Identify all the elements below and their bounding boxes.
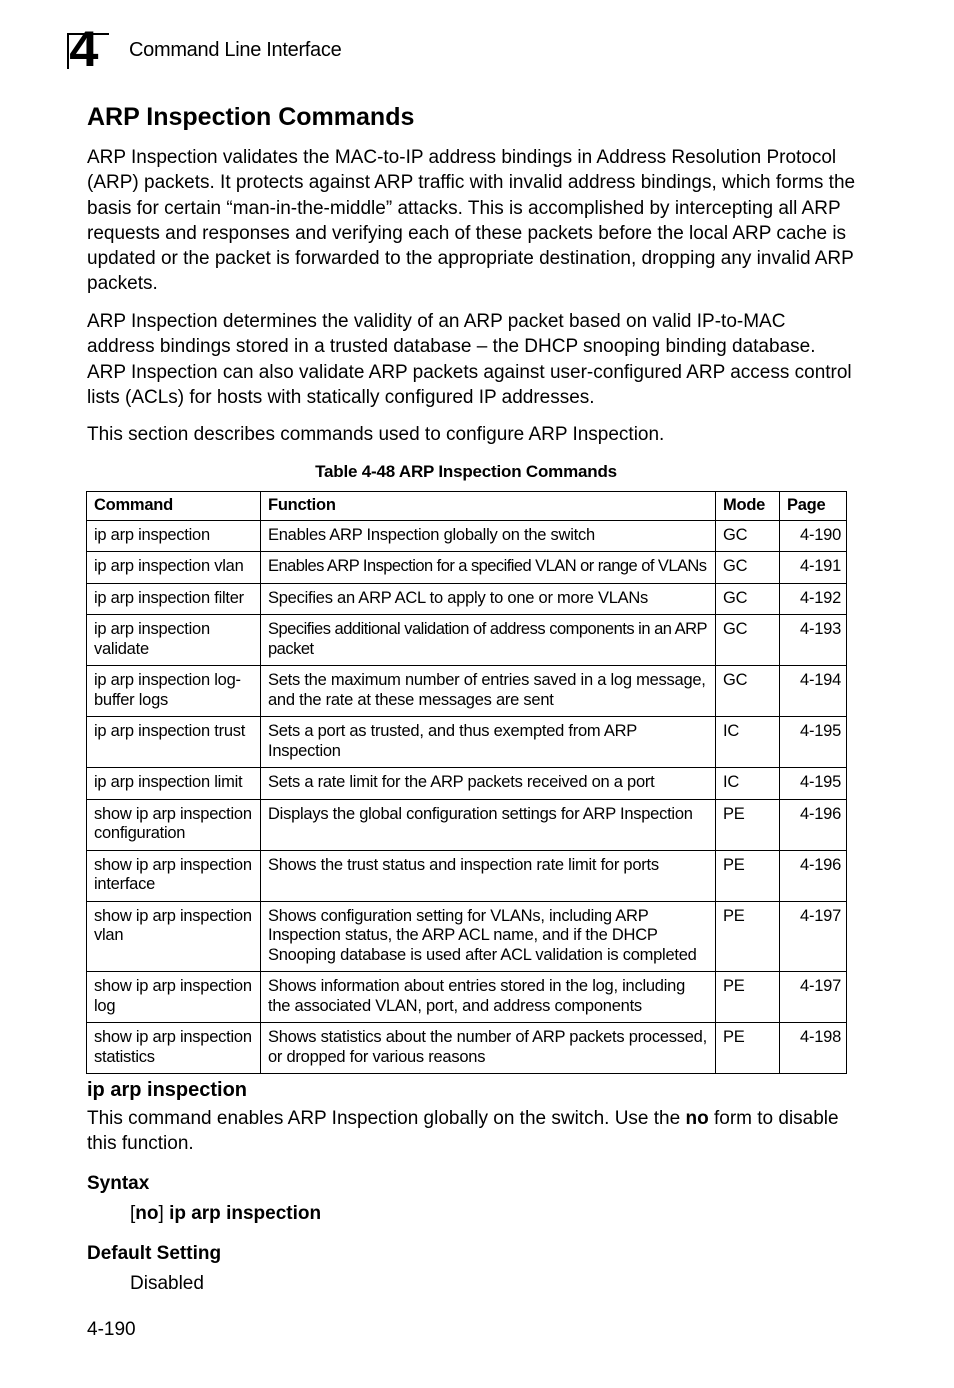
cell-page: 4-192 [780,583,847,615]
header-page: Page [780,492,847,521]
table-row [87,583,847,615]
default-setting-heading: Default Setting [87,1243,222,1264]
cell-page: 4-198 [780,1023,847,1074]
page-number: 4-190 [87,1319,136,1340]
table-row [87,768,847,800]
cell-function: Displays the global configuration settings for ARP Inspection [261,799,716,850]
table-row [87,520,847,552]
table-row [87,799,847,850]
cell-page: 4-197 [780,972,847,1023]
cell-function: Shows information about entries stored in the log, including the associated VLAN, port, and address components [261,972,716,1023]
table-row [87,717,847,768]
syntax-no-keyword: no [135,1203,159,1224]
table-row [87,1023,847,1074]
default-setting-value: Disabled [130,1273,204,1294]
cell-page: 4-190 [780,520,847,552]
cell-mode: PE [716,972,780,1023]
cell-function: Shows the trust status and inspection rate limit for ports [261,850,716,901]
intro-paragraph-2: ARP Inspection determines the validity of an ARP packet based on valid IP-to-MAC address bindings stored in a trusted database – the DHCP snooping binding database. ARP Inspection can also validate ARP packets against user-configured ARP access control lists (ACLs) for hosts with statically configured IP addresses. [87,311,852,408]
command-description [87,1106,857,1157]
cell-command: ip arp inspection log-buffer logs [87,666,261,717]
cell-function: Sets a rate limit for the ARP packets received on a port [261,768,716,800]
command-description-text-2: form to disable this function. [87,1108,839,1155]
cell-command: ip arp inspection validate [87,615,261,666]
chapter-number: 4 [69,21,99,77]
table-row [87,901,847,972]
header-function: Function [261,492,716,521]
cell-mode: GC [716,615,780,666]
table-row [87,850,847,901]
cell-command: ip arp inspection trust [87,717,261,768]
syntax-line [130,1202,321,1226]
command-heading: ip arp inspection [87,1079,248,1101]
cell-mode: PE [716,901,780,972]
cell-command: show ip arp inspection interface [87,850,261,901]
cell-command: show ip arp inspection configuration [87,799,261,850]
table-row [87,972,847,1023]
cell-function: Enables ARP Inspection globally on the switch [261,520,716,552]
cell-page: 4-193 [780,615,847,666]
table-caption: Table 4-48 ARP Inspection Commands [315,462,617,481]
table-row [87,666,847,717]
cell-function: Specifies an ARP ACL to apply to one or more VLANs [261,583,716,615]
syntax-bracket-close: ] [158,1203,164,1224]
cell-command: show ip arp inspection statistics [87,1023,261,1074]
cell-page: 4-195 [780,768,847,800]
table-header-row [87,492,847,521]
cell-mode: IC [716,768,780,800]
cell-mode: PE [716,1023,780,1074]
cell-mode: GC [716,583,780,615]
cell-function: Shows configuration setting for VLANs, including ARP Inspection status, the ARP ACL name, and if the DHCP Snooping database is used after ACL validation is completed [261,901,716,972]
cell-function: Enables ARP Inspection for a specified VLAN or range of VLANs [261,552,716,584]
cell-mode: PE [716,850,780,901]
cell-command: ip arp inspection vlan [87,552,261,584]
intro-paragraph-3: This section describes commands used to configure ARP Inspection. [87,424,665,445]
table-row [87,615,847,666]
cell-command: ip arp inspection [87,520,261,552]
cell-mode: PE [716,799,780,850]
intro-paragraph-1: ARP Inspection validates the MAC-to-IP address bindings in Address Resolution Protocol (ARP) packets. It protects against ARP traffic with invalid address bindings, which forms the basis for certain “man-in-the-middle” attacks. This is accomplished by intercepting all ARP requests and responses and verifying each of these packets before the local ARP cache is updated or the packet is forwarded to the appropriate destination, dropping any invalid ARP packets. [87,147,856,295]
running-header-title: Command Line Interface [129,39,342,61]
cell-page: 4-197 [780,901,847,972]
cell-page: 4-191 [780,552,847,584]
cell-function: Sets a port as trusted, and thus exempted from ARP Inspection [261,717,716,768]
arp-commands-table [86,491,847,1074]
cell-command: ip arp inspection limit [87,768,261,800]
cell-mode: IC [716,717,780,768]
cell-mode: GC [716,666,780,717]
cell-page: 4-196 [780,799,847,850]
command-description-no-keyword: no [685,1108,709,1129]
header-command: Command [87,492,261,521]
cell-command: show ip arp inspection vlan [87,901,261,972]
cell-mode: GC [716,552,780,584]
cell-page: 4-195 [780,717,847,768]
section-title: ARP Inspection Commands [87,103,415,131]
cell-page: 4-196 [780,850,847,901]
cell-function: Specifies additional validation of address components in an ARP packet [261,615,716,666]
cell-page: 4-194 [780,666,847,717]
header-mode: Mode [716,492,780,521]
cell-function: Shows statistics about the number of ARP packets processed, or dropped for various reasons [261,1023,716,1074]
cell-mode: GC [716,520,780,552]
cell-function: Sets the maximum number of entries saved in a log message, and the rate at these messages are sent [261,666,716,717]
cell-command: ip arp inspection filter [87,583,261,615]
syntax-bracket-open: [ [130,1203,136,1224]
syntax-command: ip arp inspection [169,1203,322,1224]
cell-command: show ip arp inspection log [87,972,261,1023]
syntax-heading: Syntax [87,1173,150,1194]
command-description-text-1: This command enables ARP Inspection globally on the switch. Use the [87,1108,686,1129]
table-row [87,552,847,584]
